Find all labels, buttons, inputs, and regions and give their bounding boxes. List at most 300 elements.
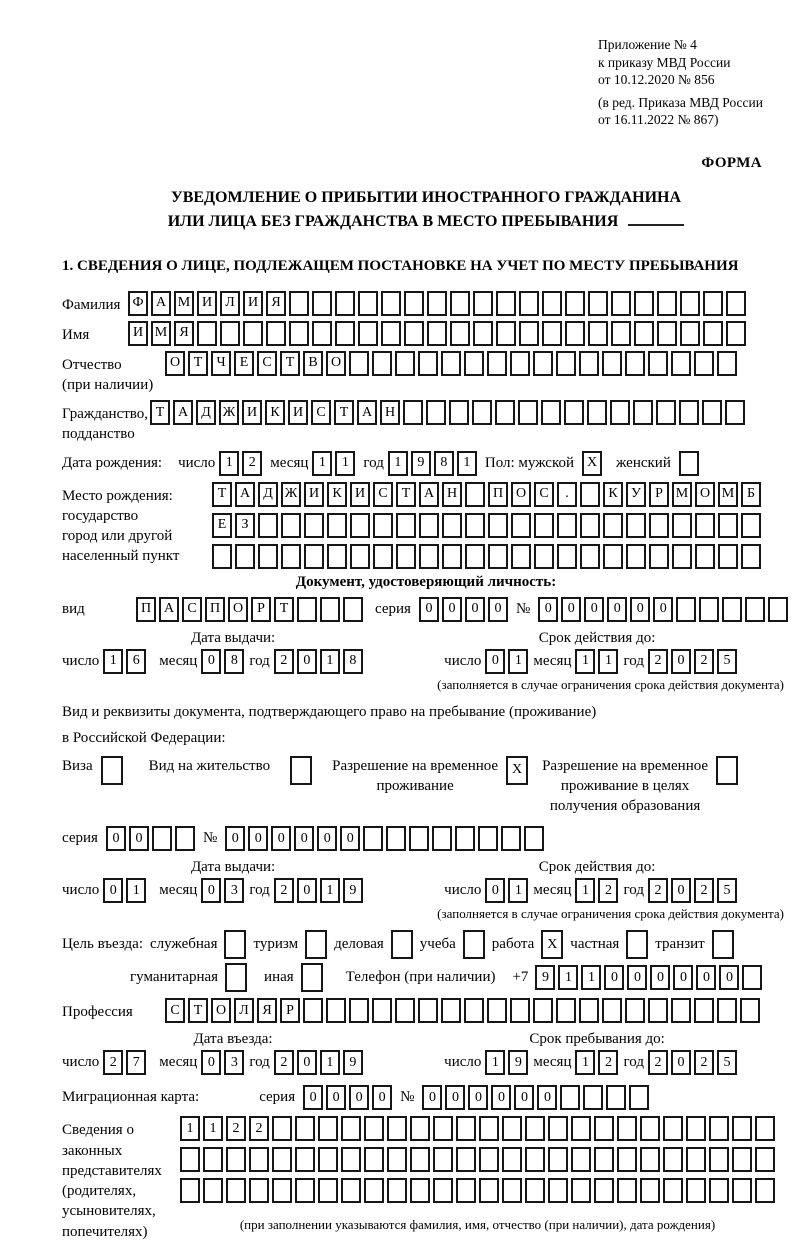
- form-cell[interactable]: [180, 1147, 200, 1172]
- form-cell[interactable]: [603, 513, 623, 538]
- form-cell[interactable]: [745, 597, 765, 622]
- form-cell[interactable]: .: [557, 482, 577, 507]
- form-cell[interactable]: 0: [422, 1085, 442, 1110]
- form-cell[interactable]: [496, 291, 516, 316]
- form-cell[interactable]: [364, 1116, 384, 1141]
- form-cell[interactable]: 0: [537, 1085, 557, 1110]
- form-cell[interactable]: 2: [694, 878, 714, 903]
- form-cell[interactable]: 0: [485, 649, 505, 674]
- form-cell[interactable]: [303, 998, 323, 1023]
- form-cell[interactable]: [672, 513, 692, 538]
- form-cell[interactable]: О: [326, 351, 346, 376]
- form-cell[interactable]: [372, 351, 392, 376]
- form-cell[interactable]: [680, 291, 700, 316]
- form-cell[interactable]: [580, 513, 600, 538]
- form-cell[interactable]: 8: [224, 649, 244, 674]
- form-cell[interactable]: [565, 321, 585, 346]
- form-cell[interactable]: 5: [717, 649, 737, 674]
- form-cell[interactable]: [327, 513, 347, 538]
- form-cell[interactable]: [640, 1116, 660, 1141]
- form-cell[interactable]: [611, 321, 631, 346]
- form-cell[interactable]: [203, 1178, 223, 1203]
- form-cell[interactable]: [671, 351, 691, 376]
- form-cell[interactable]: [732, 1116, 752, 1141]
- form-cell[interactable]: 2: [648, 878, 668, 903]
- form-cell[interactable]: [556, 998, 576, 1023]
- form-cell[interactable]: [603, 544, 623, 569]
- form-cell[interactable]: [741, 544, 761, 569]
- form-cell[interactable]: [718, 544, 738, 569]
- form-cell[interactable]: 1: [388, 451, 408, 476]
- form-cell[interactable]: 0: [671, 1050, 691, 1075]
- form-cell[interactable]: [152, 826, 172, 851]
- form-cell[interactable]: [560, 1085, 580, 1110]
- form-cell[interactable]: 0: [201, 878, 221, 903]
- form-cell[interactable]: [712, 930, 734, 959]
- form-cell[interactable]: [495, 400, 515, 425]
- form-cell[interactable]: [364, 1147, 384, 1172]
- form-cell[interactable]: [519, 291, 539, 316]
- form-cell[interactable]: 0: [627, 965, 647, 990]
- form-cell[interactable]: [341, 1116, 361, 1141]
- form-cell[interactable]: Т: [150, 400, 170, 425]
- form-cell[interactable]: [726, 291, 746, 316]
- form-cell[interactable]: О: [211, 998, 231, 1023]
- form-cell[interactable]: [450, 321, 470, 346]
- form-cell[interactable]: [203, 1147, 223, 1172]
- form-cell[interactable]: [258, 544, 278, 569]
- form-cell[interactable]: А: [419, 482, 439, 507]
- form-cell[interactable]: [564, 400, 584, 425]
- form-cell[interactable]: Р: [649, 482, 669, 507]
- form-cell[interactable]: 0: [294, 826, 314, 851]
- form-cell[interactable]: П: [136, 597, 156, 622]
- form-cell[interactable]: 1: [575, 649, 595, 674]
- form-cell[interactable]: 9: [535, 965, 555, 990]
- form-cell[interactable]: [565, 291, 585, 316]
- form-cell[interactable]: [657, 291, 677, 316]
- form-cell[interactable]: [403, 400, 423, 425]
- form-cell[interactable]: 0: [671, 878, 691, 903]
- form-cell[interactable]: [648, 998, 668, 1023]
- form-cell[interactable]: [695, 513, 715, 538]
- form-cell[interactable]: [358, 291, 378, 316]
- form-cell[interactable]: [502, 1116, 522, 1141]
- form-cell[interactable]: Д: [196, 400, 216, 425]
- form-cell[interactable]: 2: [226, 1116, 246, 1141]
- form-cell[interactable]: [617, 1116, 637, 1141]
- form-cell[interactable]: [487, 998, 507, 1023]
- form-cell[interactable]: 1: [312, 451, 332, 476]
- form-cell[interactable]: [478, 826, 498, 851]
- form-cell[interactable]: [304, 544, 324, 569]
- form-cell[interactable]: [432, 826, 452, 851]
- form-cell[interactable]: [709, 1178, 729, 1203]
- form-cell[interactable]: [680, 321, 700, 346]
- form-cell[interactable]: [718, 513, 738, 538]
- form-cell[interactable]: [272, 1147, 292, 1172]
- form-cell[interactable]: 8: [343, 649, 363, 674]
- form-cell[interactable]: [427, 291, 447, 316]
- form-cell[interactable]: [579, 998, 599, 1023]
- form-cell[interactable]: С: [165, 998, 185, 1023]
- form-cell[interactable]: [625, 998, 645, 1023]
- form-cell[interactable]: [442, 513, 462, 538]
- form-cell[interactable]: [617, 1147, 637, 1172]
- form-cell[interactable]: [372, 998, 392, 1023]
- form-cell[interactable]: [580, 544, 600, 569]
- form-cell[interactable]: [694, 998, 714, 1023]
- form-cell[interactable]: 1: [575, 1050, 595, 1075]
- form-cell[interactable]: 0: [106, 826, 126, 851]
- form-cell[interactable]: [312, 321, 332, 346]
- form-cell[interactable]: [349, 998, 369, 1023]
- form-cell[interactable]: 1: [180, 1116, 200, 1141]
- form-cell[interactable]: 0: [103, 878, 123, 903]
- form-cell[interactable]: [699, 597, 719, 622]
- form-cell[interactable]: М: [672, 482, 692, 507]
- form-cell[interactable]: [387, 1178, 407, 1203]
- form-cell[interactable]: [373, 544, 393, 569]
- form-cell[interactable]: [433, 1116, 453, 1141]
- form-cell[interactable]: 0: [372, 1085, 392, 1110]
- form-cell[interactable]: [479, 1116, 499, 1141]
- form-cell[interactable]: [220, 321, 240, 346]
- form-cell[interactable]: 2: [274, 1050, 294, 1075]
- form-cell[interactable]: [755, 1116, 775, 1141]
- form-cell[interactable]: М: [151, 321, 171, 346]
- form-cell[interactable]: X: [506, 756, 528, 785]
- form-cell[interactable]: [456, 1147, 476, 1172]
- form-cell[interactable]: 2: [242, 451, 262, 476]
- form-cell[interactable]: [419, 544, 439, 569]
- form-cell[interactable]: [541, 400, 561, 425]
- form-cell[interactable]: 3: [224, 878, 244, 903]
- form-cell[interactable]: [703, 291, 723, 316]
- form-cell[interactable]: Я: [266, 291, 286, 316]
- form-cell[interactable]: Т: [188, 998, 208, 1023]
- form-cell[interactable]: [301, 963, 323, 992]
- form-cell[interactable]: [626, 513, 646, 538]
- form-cell[interactable]: Т: [280, 351, 300, 376]
- form-cell[interactable]: Т: [188, 351, 208, 376]
- form-cell[interactable]: [694, 351, 714, 376]
- form-cell[interactable]: [295, 1147, 315, 1172]
- form-cell[interactable]: З: [235, 513, 255, 538]
- form-cell[interactable]: [101, 756, 123, 785]
- form-cell[interactable]: С: [373, 482, 393, 507]
- form-cell[interactable]: 1: [457, 451, 477, 476]
- form-cell[interactable]: [341, 1178, 361, 1203]
- form-cell[interactable]: К: [265, 400, 285, 425]
- form-cell[interactable]: [418, 351, 438, 376]
- form-cell[interactable]: [391, 930, 413, 959]
- form-cell[interactable]: [343, 597, 363, 622]
- form-cell[interactable]: [717, 351, 737, 376]
- form-cell[interactable]: [548, 1116, 568, 1141]
- form-cell[interactable]: [511, 513, 531, 538]
- form-cell[interactable]: [722, 597, 742, 622]
- form-cell[interactable]: 0: [303, 1085, 323, 1110]
- form-cell[interactable]: Д: [258, 482, 278, 507]
- form-cell[interactable]: [649, 544, 669, 569]
- form-cell[interactable]: [594, 1147, 614, 1172]
- form-cell[interactable]: [703, 321, 723, 346]
- form-cell[interactable]: [295, 1178, 315, 1203]
- form-cell[interactable]: [320, 597, 340, 622]
- form-cell[interactable]: [488, 513, 508, 538]
- form-cell[interactable]: [396, 513, 416, 538]
- form-cell[interactable]: П: [205, 597, 225, 622]
- form-cell[interactable]: 0: [468, 1085, 488, 1110]
- form-cell[interactable]: [450, 291, 470, 316]
- form-cell[interactable]: [224, 930, 246, 959]
- form-cell[interactable]: [525, 1116, 545, 1141]
- form-cell[interactable]: [525, 1147, 545, 1172]
- form-cell[interactable]: В: [303, 351, 323, 376]
- form-cell[interactable]: [363, 826, 383, 851]
- form-cell[interactable]: [625, 351, 645, 376]
- form-cell[interactable]: [396, 544, 416, 569]
- form-cell[interactable]: Т: [334, 400, 354, 425]
- form-cell[interactable]: Т: [274, 597, 294, 622]
- form-cell[interactable]: [266, 321, 286, 346]
- form-cell[interactable]: О: [511, 482, 531, 507]
- form-cell[interactable]: 1: [485, 1050, 505, 1075]
- form-cell[interactable]: 0: [326, 1085, 346, 1110]
- form-cell[interactable]: [542, 321, 562, 346]
- form-cell[interactable]: [587, 400, 607, 425]
- form-cell[interactable]: К: [327, 482, 347, 507]
- form-cell[interactable]: [702, 400, 722, 425]
- form-cell[interactable]: [534, 513, 554, 538]
- form-cell[interactable]: [663, 1116, 683, 1141]
- form-cell[interactable]: [318, 1147, 338, 1172]
- form-cell[interactable]: Я: [174, 321, 194, 346]
- form-cell[interactable]: Е: [212, 513, 232, 538]
- form-cell[interactable]: [579, 351, 599, 376]
- form-cell[interactable]: 1: [335, 451, 355, 476]
- form-cell[interactable]: [634, 321, 654, 346]
- form-cell[interactable]: О: [165, 351, 185, 376]
- form-cell[interactable]: [295, 1116, 315, 1141]
- form-cell[interactable]: [212, 544, 232, 569]
- form-cell[interactable]: И: [128, 321, 148, 346]
- form-cell[interactable]: [464, 998, 484, 1023]
- form-cell[interactable]: [395, 351, 415, 376]
- form-cell[interactable]: 1: [103, 649, 123, 674]
- form-cell[interactable]: [364, 1178, 384, 1203]
- form-cell[interactable]: [732, 1178, 752, 1203]
- form-cell[interactable]: [533, 351, 553, 376]
- form-cell[interactable]: 2: [274, 649, 294, 674]
- form-cell[interactable]: [676, 597, 696, 622]
- form-cell[interactable]: 0: [491, 1085, 511, 1110]
- form-cell[interactable]: [386, 826, 406, 851]
- form-cell[interactable]: [472, 400, 492, 425]
- form-cell[interactable]: [571, 1116, 591, 1141]
- form-cell[interactable]: [534, 544, 554, 569]
- form-cell[interactable]: [289, 291, 309, 316]
- form-cell[interactable]: Т: [396, 482, 416, 507]
- form-cell[interactable]: [304, 513, 324, 538]
- form-cell[interactable]: 0: [297, 878, 317, 903]
- form-cell[interactable]: 0: [271, 826, 291, 851]
- form-cell[interactable]: [755, 1178, 775, 1203]
- form-cell[interactable]: [686, 1116, 706, 1141]
- form-cell[interactable]: [455, 826, 475, 851]
- form-cell[interactable]: [580, 482, 600, 507]
- form-cell[interactable]: 0: [442, 597, 462, 622]
- form-cell[interactable]: 2: [249, 1116, 269, 1141]
- form-cell[interactable]: 9: [508, 1050, 528, 1075]
- form-cell[interactable]: [258, 513, 278, 538]
- form-cell[interactable]: 1: [320, 649, 340, 674]
- form-cell[interactable]: 0: [604, 965, 624, 990]
- form-cell[interactable]: [387, 1116, 407, 1141]
- form-cell[interactable]: [606, 1085, 626, 1110]
- form-cell[interactable]: [180, 1178, 200, 1203]
- form-cell[interactable]: [410, 1178, 430, 1203]
- form-cell[interactable]: 2: [274, 878, 294, 903]
- form-cell[interactable]: 0: [465, 597, 485, 622]
- form-cell[interactable]: [525, 1178, 545, 1203]
- form-cell[interactable]: 0: [584, 597, 604, 622]
- form-cell[interactable]: 9: [411, 451, 431, 476]
- form-cell[interactable]: [464, 351, 484, 376]
- form-cell[interactable]: [634, 291, 654, 316]
- form-cell[interactable]: [404, 321, 424, 346]
- form-cell[interactable]: И: [304, 482, 324, 507]
- form-cell[interactable]: И: [197, 291, 217, 316]
- form-cell[interactable]: Ж: [281, 482, 301, 507]
- form-cell[interactable]: [602, 998, 622, 1023]
- form-cell[interactable]: 0: [317, 826, 337, 851]
- form-cell[interactable]: Р: [251, 597, 271, 622]
- form-cell[interactable]: [679, 451, 699, 476]
- form-cell[interactable]: [709, 1116, 729, 1141]
- form-cell[interactable]: [640, 1178, 660, 1203]
- form-cell[interactable]: [610, 400, 630, 425]
- form-cell[interactable]: [418, 998, 438, 1023]
- form-cell[interactable]: [663, 1147, 683, 1172]
- form-cell[interactable]: 7: [126, 1050, 146, 1075]
- form-cell[interactable]: [656, 400, 676, 425]
- form-cell[interactable]: [463, 930, 485, 959]
- form-cell[interactable]: 1: [581, 965, 601, 990]
- form-cell[interactable]: [510, 351, 530, 376]
- form-cell[interactable]: [686, 1178, 706, 1203]
- form-cell[interactable]: А: [159, 597, 179, 622]
- form-cell[interactable]: [305, 930, 327, 959]
- form-cell[interactable]: [410, 1116, 430, 1141]
- form-cell[interactable]: [327, 544, 347, 569]
- form-cell[interactable]: [588, 321, 608, 346]
- form-cell[interactable]: 1: [203, 1116, 223, 1141]
- form-cell[interactable]: [617, 1178, 637, 1203]
- form-cell[interactable]: [433, 1147, 453, 1172]
- form-cell[interactable]: [686, 1147, 706, 1172]
- form-cell[interactable]: [225, 963, 247, 992]
- form-cell[interactable]: [709, 1147, 729, 1172]
- form-cell[interactable]: [633, 400, 653, 425]
- form-cell[interactable]: [695, 544, 715, 569]
- form-cell[interactable]: [441, 998, 461, 1023]
- form-cell[interactable]: Н: [442, 482, 462, 507]
- form-cell[interactable]: [335, 321, 355, 346]
- form-cell[interactable]: О: [228, 597, 248, 622]
- form-cell[interactable]: [742, 965, 762, 990]
- form-cell[interactable]: [249, 1178, 269, 1203]
- form-cell[interactable]: 6: [126, 649, 146, 674]
- form-cell[interactable]: [289, 321, 309, 346]
- form-cell[interactable]: [557, 513, 577, 538]
- form-cell[interactable]: Н: [380, 400, 400, 425]
- form-cell[interactable]: [741, 513, 761, 538]
- form-cell[interactable]: [243, 321, 263, 346]
- form-cell[interactable]: [768, 597, 788, 622]
- form-cell[interactable]: [740, 998, 760, 1023]
- form-cell[interactable]: Р: [280, 998, 300, 1023]
- form-cell[interactable]: [335, 291, 355, 316]
- form-cell[interactable]: 0: [225, 826, 245, 851]
- form-cell[interactable]: [350, 544, 370, 569]
- form-cell[interactable]: С: [534, 482, 554, 507]
- form-cell[interactable]: К: [603, 482, 623, 507]
- form-cell[interactable]: У: [626, 482, 646, 507]
- form-cell[interactable]: 3: [224, 1050, 244, 1075]
- form-cell[interactable]: [626, 544, 646, 569]
- form-cell[interactable]: 1: [598, 649, 618, 674]
- form-cell[interactable]: Ф: [128, 291, 148, 316]
- form-cell[interactable]: 0: [673, 965, 693, 990]
- form-cell[interactable]: [427, 321, 447, 346]
- form-cell[interactable]: 0: [340, 826, 360, 851]
- form-cell[interactable]: Е: [234, 351, 254, 376]
- form-cell[interactable]: [226, 1147, 246, 1172]
- form-cell[interactable]: 2: [103, 1050, 123, 1075]
- form-cell[interactable]: [281, 544, 301, 569]
- form-cell[interactable]: [524, 826, 544, 851]
- form-cell[interactable]: Ж: [219, 400, 239, 425]
- form-cell[interactable]: [640, 1147, 660, 1172]
- form-cell[interactable]: [588, 291, 608, 316]
- form-cell[interactable]: [542, 291, 562, 316]
- form-cell[interactable]: 0: [607, 597, 627, 622]
- form-cell[interactable]: [629, 1085, 649, 1110]
- form-cell[interactable]: [726, 321, 746, 346]
- form-cell[interactable]: [409, 826, 429, 851]
- form-cell[interactable]: [387, 1147, 407, 1172]
- form-cell[interactable]: 1: [126, 878, 146, 903]
- form-cell[interactable]: И: [350, 482, 370, 507]
- form-cell[interactable]: 9: [343, 878, 363, 903]
- form-cell[interactable]: 2: [694, 649, 714, 674]
- form-cell[interactable]: 5: [717, 878, 737, 903]
- form-cell[interactable]: 5: [717, 1050, 737, 1075]
- form-cell[interactable]: [502, 1178, 522, 1203]
- form-cell[interactable]: [732, 1147, 752, 1172]
- form-cell[interactable]: 0: [349, 1085, 369, 1110]
- form-cell[interactable]: С: [311, 400, 331, 425]
- form-cell[interactable]: 0: [671, 649, 691, 674]
- form-cell[interactable]: [297, 597, 317, 622]
- form-cell[interactable]: [611, 291, 631, 316]
- form-cell[interactable]: [456, 1116, 476, 1141]
- form-cell[interactable]: 2: [598, 1050, 618, 1075]
- form-cell[interactable]: 0: [248, 826, 268, 851]
- form-cell[interactable]: 0: [488, 597, 508, 622]
